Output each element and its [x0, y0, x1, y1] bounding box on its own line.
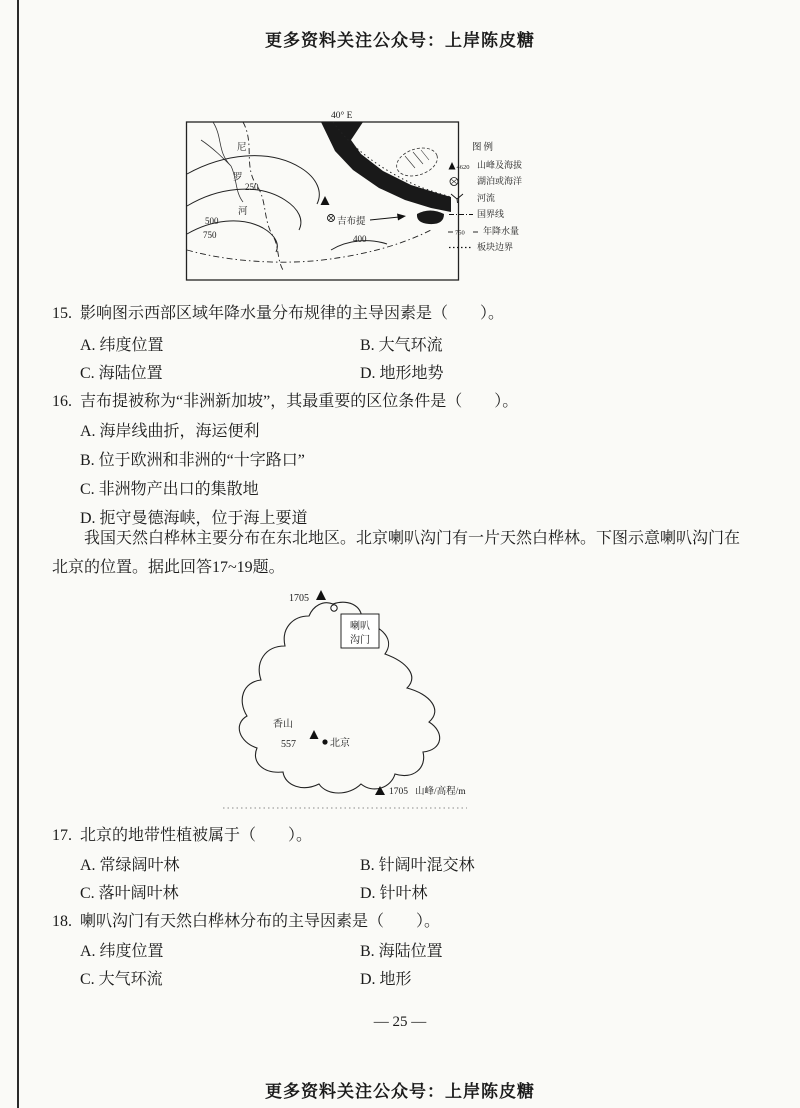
q17-option-d: D. 针叶林	[360, 885, 428, 902]
isohyet-icon	[448, 226, 480, 237]
beijing-outline	[239, 602, 439, 793]
question-16-text: 吉布提被称为“非洲新加坡”，其最重要的区位条件是（ ）。	[80, 393, 519, 410]
page-number: — 25 —	[373, 1014, 427, 1030]
national-boundary-icon	[448, 209, 474, 220]
legend-label-plate: 板块边界	[477, 242, 514, 252]
djibouti-arrow-head	[397, 214, 406, 221]
question-17-text: 北京的地带性植被属于（ ）。	[80, 827, 313, 844]
port-symbol-hatch	[329, 216, 334, 221]
q15-option-d: D. 地形地势	[360, 365, 444, 382]
legend-label-boundary: 国界线	[477, 209, 505, 219]
header-promo: 更多资料关注公众号：上岸陈皮糖	[265, 31, 535, 50]
lake-sea-icon	[448, 176, 474, 187]
q16-option-c: C. 非洲物产出口的集散地	[80, 481, 259, 498]
question-18-text: 喇叭沟门有天然白桦林分布的主导因素是（ ）。	[80, 913, 441, 930]
question-15-number: 15.	[52, 305, 72, 322]
q17-option-c: C. 落叶阔叶林	[80, 885, 179, 902]
question-18-stem	[52, 908, 440, 931]
plate-boundary-icon	[448, 242, 474, 253]
legend-label-isohyet: 年降水量	[483, 225, 520, 236]
isohyet-500-label: 500	[205, 216, 219, 226]
map2-legend-label: 山峰/高程/m	[415, 787, 466, 797]
question-17-stem	[52, 822, 312, 845]
q17-option-a: A. 常绿阔叶林	[80, 857, 180, 874]
q18-option-d: D. 地形	[360, 971, 412, 988]
djibouti-arrow-line	[370, 217, 399, 220]
q18-option-c: C. 大气环流	[80, 971, 163, 988]
river-name-char3: 河	[238, 207, 248, 217]
question-16-number: 16.	[52, 393, 72, 410]
isohyet-250-label: 250	[245, 182, 259, 192]
peak-symbol	[321, 196, 330, 205]
river-name-char1: 尼	[237, 143, 247, 153]
coastal-sea-shading	[321, 122, 451, 212]
question-18-number: 18.	[52, 913, 72, 930]
isohyet-400-label: 400	[353, 234, 367, 244]
djibouti-label: 吉布提	[337, 217, 366, 227]
isohyet-750-line	[187, 221, 277, 252]
beijing-location-map	[215, 574, 483, 816]
question-16-stem	[52, 388, 518, 411]
q17-option-b: B. 针阔叶混交林	[360, 857, 475, 874]
scan-edge-line	[17, 0, 19, 1108]
q18-option-b: B. 海陆位置	[360, 943, 443, 960]
peak-1705-value: 1705	[289, 593, 309, 604]
labagoumen-location-marker	[331, 605, 337, 611]
figure-djibouti	[185, 108, 535, 290]
legend-label-river: 河流	[477, 192, 496, 203]
q15-option-a: A. 纬度位置	[80, 337, 164, 354]
xiangshan-peak-symbol	[310, 730, 319, 739]
gulf-shading	[417, 211, 444, 225]
national-boundary-2	[187, 230, 431, 262]
river-icon	[448, 193, 474, 204]
legend-label-peak: 山峰及海拔	[477, 159, 523, 170]
legend-item-isohyet	[448, 226, 534, 237]
lake-outline	[393, 143, 441, 181]
xiangshan-label: 香山	[273, 719, 293, 730]
question-17-number: 17.	[52, 827, 72, 844]
q18-option-a: A. 纬度位置	[80, 943, 164, 960]
peak-1705-symbol	[316, 590, 326, 600]
q15-option-b: B. 大气环流	[360, 337, 443, 354]
legend-label-lake: 湖泊或海洋	[477, 176, 523, 186]
labagoumen-label-line2: 沟门	[350, 635, 370, 646]
peak-elevation-icon	[448, 160, 474, 171]
legend-title: 图例	[472, 143, 496, 153]
svg-text:4620: 4620	[456, 163, 470, 171]
djibouti-precipitation-map	[185, 108, 463, 286]
legend-item-plate	[448, 242, 534, 253]
q16-option-a: A. 海岸线曲折，海运便利	[80, 423, 260, 440]
legend-item-lake	[448, 176, 534, 187]
river-name-char2: 罗	[233, 173, 243, 183]
q16-option-b: B. 位于欧洲和非洲的“十字路口”	[80, 452, 305, 469]
beijing-city-dot	[322, 739, 327, 744]
question-15-text: 影响图示西部区域年降水量分布规律的主导因素是（ ）。	[80, 305, 505, 322]
beijing-city-label: 北京	[330, 738, 350, 749]
q15-option-c: C. 海陆位置	[80, 365, 163, 382]
reading-passage: 我国天然白桦林主要分布在东北地区。北京喇叭沟门有一片天然白桦林。下图示意喇叭沟门在北京的位置。据此回答17~19题。	[52, 530, 741, 576]
map2-legend-value: 1705	[389, 787, 408, 797]
lake-hatching	[405, 150, 429, 168]
legend-item-river	[448, 193, 534, 204]
map1-legend	[448, 144, 534, 259]
legend-item-boundary	[448, 209, 534, 220]
xiangshan-elevation: 557	[281, 739, 296, 750]
meridian-label: 40° E	[331, 111, 353, 121]
question-15-stem	[52, 300, 504, 323]
legend-item-peak	[448, 160, 534, 171]
q16-option-d: D. 扼守曼德海峡，位于海上要道	[80, 510, 308, 527]
labagoumen-label-line1: 喇叭	[350, 621, 370, 632]
svg-text:750: 750	[455, 229, 465, 236]
footer-promo: 更多资料关注公众号：上岸陈皮糖	[265, 1082, 535, 1101]
isohyet-750-label: 750	[203, 230, 217, 240]
